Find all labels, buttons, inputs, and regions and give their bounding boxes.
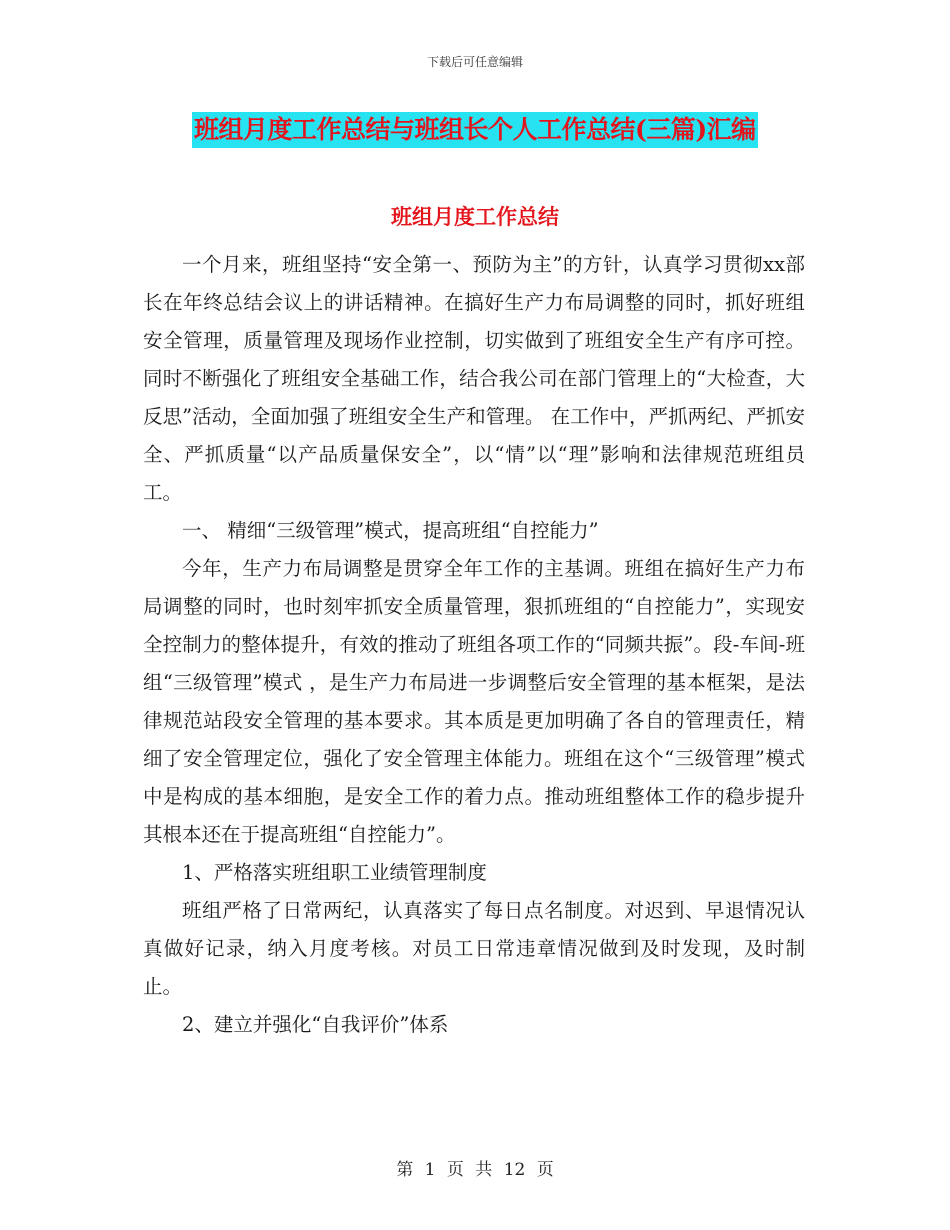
header-note: 下载后可任意编辑: [426, 55, 523, 69]
document-title: 班组月度工作总结与班组长个人工作总结(三篇)汇编: [192, 112, 758, 148]
heading-level-1: 一、 精细“三级管理”模式，提高班组“自控能力”: [182, 519, 599, 542]
heading-level-2: 1、严格落实班组职工业绩管理制度: [182, 861, 487, 884]
paragraph: 今年，生产力布局调整是贯穿全年工作的主基调。班组在搞好生产力布局调整的同时，也时刻牢抓安全质量管理，狠抓班组的“自控能力”，实现安全控制力的整体提升，有效的推动了班组各项工作的“同频共振”。段-车间-班组“三级管理”模式 ，是生产力布局进一步调整后安全管理的基本框架，是法律规范站段安全管理的基本要求。其本质是更加明确了各自的管理责任，精细了安全管理定位，强化了安全管理主体能力。班组在这个“三级管理”模式中是构成的基本细胞，是安全工作的着力点。推动班组整体工作的稳步提升其根本还在于提高班组“自控能力”。: [143, 557, 805, 846]
paragraph: 班组严格了日常两纪，认真落实了每日点名制度。对迟到、早退情况认真做好记录，纳入月度考核。对员工日常违章情况做到及时发现，及时制止。: [143, 899, 805, 998]
paragraph: 一个月来，班组坚持“安全第一、预防为主”的方针，认真学习贯彻xx部长在年终总结会议上的讲话精神。在搞好生产力布局调整的同时，抓好班组安全管理，质量管理及现场作业控制，切实做到了班组安全生产有序可控。同时不断强化了班组安全基础工作，结合我公司在部门管理上的“大检查，大反思”活动，全面加强了班组安全生产和管理。 在工作中，严抓两纪、严抓安全、严抓质量“以产品质量保安全”，以“情”以“理”影响和法律规范班组员工。: [143, 253, 805, 504]
page-footer: 第 1 页 共 12 页: [396, 1160, 554, 1180]
heading-level-2: 2、建立并强化“自我评价”体系: [182, 1013, 449, 1036]
document-body: [143, 246, 805, 1044]
section-title: 班组月度工作总结: [391, 204, 559, 229]
